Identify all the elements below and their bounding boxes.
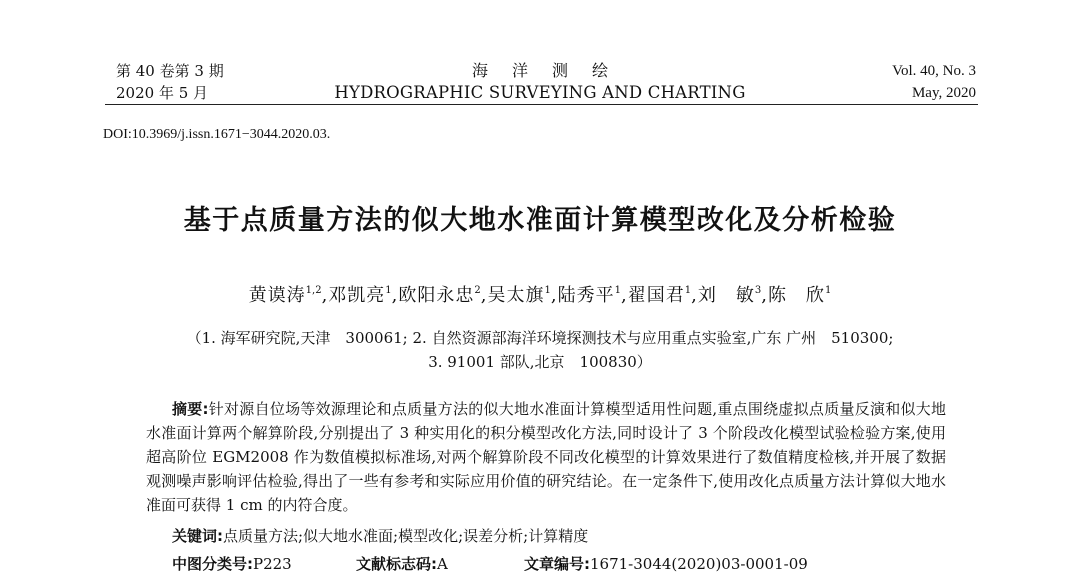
header-divider <box>105 104 978 105</box>
clc-label: 中图分类号: <box>172 555 253 573</box>
author: 吴太旗$^1$ <box>487 285 551 306</box>
volume-issue-en: Vol. 40, No. 3 <box>892 63 976 79</box>
author: 刘 敏$^3$ <box>697 285 762 306</box>
author-list: 黄谟涛$^{1,2}$,邓凯亮$^1$,欧阳永忠$^2$,吴太旗$^1$,陆秀平$^1$,翟国君$^1$,刘 敏$^3$,陈 欣$^1$ <box>248 285 832 306</box>
keywords <box>172 525 588 547</box>
author: 欧阳永忠$^2$ <box>398 285 481 306</box>
issue-date-en: May, 2020 <box>911 85 976 101</box>
article-no-label: 文章编号: <box>524 555 590 573</box>
author: 陈 欣$^1$ <box>767 285 832 306</box>
issue-info <box>116 60 224 104</box>
article-no-value: 1671-3044(2020)03-0001-09 <box>590 555 808 573</box>
doi[interactable]: DOI:10.3969/j.issn.1671−3044.2020.03. <box>103 127 331 142</box>
doc-code-block <box>356 553 524 575</box>
doc-code-value: A <box>437 555 448 573</box>
issue-date: 2020 年 5 月 <box>116 84 209 102</box>
classification-row <box>172 553 952 575</box>
article-no-block <box>524 553 808 575</box>
journal-name-en: HYDROGRAPHIC SURVEYING AND CHARTING <box>334 83 746 102</box>
abstract <box>146 397 946 517</box>
affiliation-line: （1. 海军研究院,天津 300061; 2. 自然资源部海洋环境探测技术与应用重点实验室,广东 广州 510300; <box>186 329 894 347</box>
paper-title: 基于点质量方法的似大地水准面计算模型改化及分析检验 <box>183 205 897 236</box>
author: 翟国君$^1$ <box>627 285 692 306</box>
journal-name-cn: 海洋测绘 <box>471 61 632 80</box>
abstract-text: 针对源自位场等效源理论和点质量方法的似大地水准面计算模型适用性问题,重点围绕虚拟点质量反演和似大地水准面计算两个解算阶段,分别提出了 3 种实用化的积分模型改化方法,同时设计了 3 个阶段改化模型试验检验方案,使用超高阶位 EGM2008 作为数值模拟标准场,对两个解算阶段不同改化模型的计算效果进行了数值精度检核,并开展了数据观测噪声影响评估检验,得出了一些有参考和实际应用价值的研究结论。在一定条件下,使用改化点质量方法计算似大地水准面可获得 1 cm 的内符合度。 <box>146 400 947 514</box>
doc-code-label: 文献标志码: <box>356 555 437 573</box>
keywords-text: 点质量方法;似大地水准面;模型改化;误差分析;计算精度 <box>223 527 589 545</box>
clc-block <box>172 553 356 575</box>
author: 邓凯亮$^1$ <box>328 285 392 306</box>
issue-info-en <box>892 60 976 104</box>
affiliations <box>0 326 1080 374</box>
affiliation-line: 3. 91001 部队,北京 100830） <box>428 353 652 371</box>
keywords-label: 关键词: <box>172 527 223 545</box>
clc-value: P223 <box>253 555 292 573</box>
author: 黄谟涛$^{1,2}$ <box>248 285 322 306</box>
abstract-label: 摘要: <box>172 400 209 418</box>
journal-header <box>330 60 750 104</box>
volume-issue: 第 40 卷第 3 期 <box>116 62 224 80</box>
author: 陆秀平$^1$ <box>557 285 621 306</box>
